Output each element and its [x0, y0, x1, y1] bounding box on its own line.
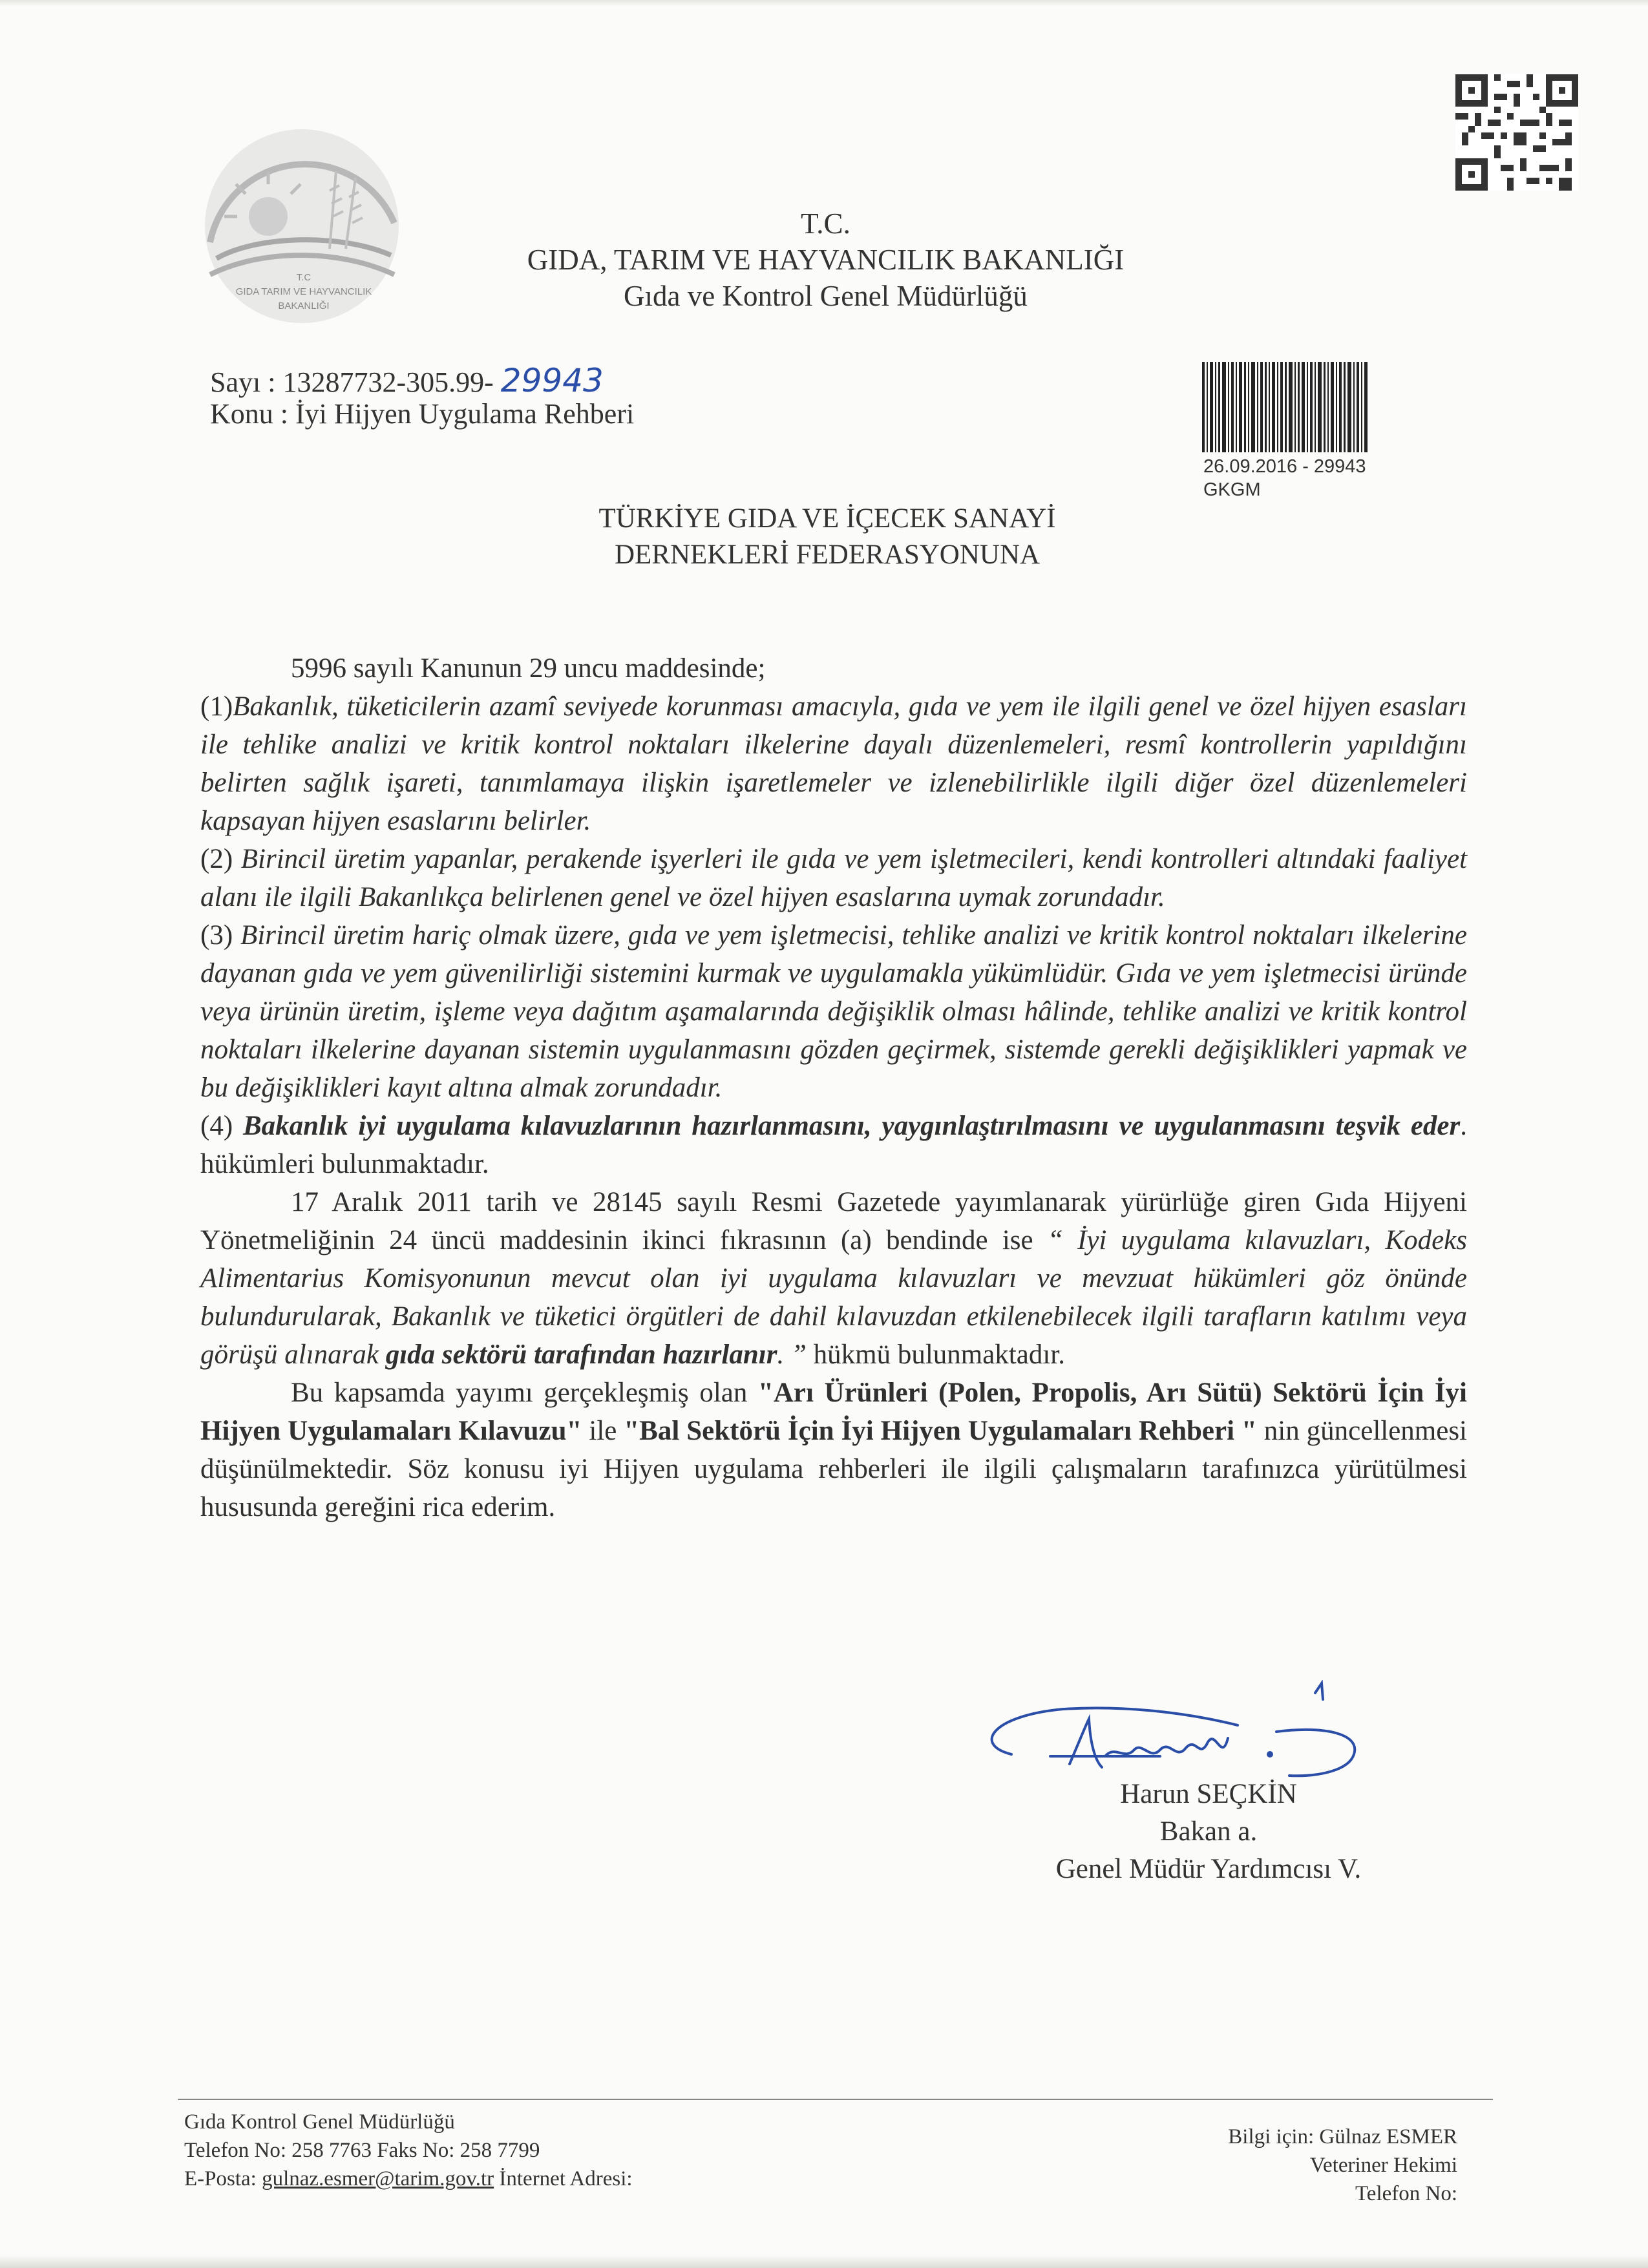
footer-info-contact: Bilgi için: Gülnaz ESMER	[1228, 2125, 1457, 2148]
footer-email-row	[184, 2165, 633, 2193]
logo-text-tc: T.C	[296, 272, 312, 283]
request-closing: nin güncellenmesi düşünülmektedir. Söz konusu iyi Hijyen uygulama rehberleri ile ilgili çalışmaların tarafınızca yürütülmesi hususunda gereğini rica ederim.	[200, 1416, 1468, 1522]
item-3-number: (3)	[200, 920, 233, 950]
sayi-handwritten-number: 29943	[500, 362, 604, 399]
item-4-number: (4)	[200, 1111, 233, 1141]
footer-info	[1228, 2123, 1457, 2208]
footer-web-label: İnternet Adresi:	[494, 2167, 633, 2190]
sayi-value: : 13287732-305.99-	[268, 366, 494, 398]
sayi-label: Sayı	[210, 366, 261, 398]
article-item-3	[200, 916, 1467, 1107]
konu-row	[210, 397, 634, 430]
regulation-quote-end: . ”	[777, 1339, 807, 1370]
guide-title-bee-products: "Arı Ürünleri (Polen, Propolis, Arı Sütü) Sektörü İçin İyi Hijyen Uygulamaları Kılavuzu"	[200, 1378, 1467, 1446]
regulation-quote-bold: gıda sektörü tarafından hazırlanır	[385, 1339, 777, 1370]
request-intro: Bu kapsamda yayımı gerçekleşmiş olan	[291, 1378, 758, 1408]
item-4-tail: . hükümleri bulunmaktadır.	[200, 1111, 1467, 1179]
article-item-4	[200, 1107, 1467, 1183]
addressee-line1: TÜRKİYE GIDA VE İÇECEK SANAYİ	[598, 503, 1056, 534]
article-item-1	[200, 688, 1467, 840]
sayi-row	[210, 362, 604, 399]
barcode-date-number: 26.09.2016 - 29943	[1203, 456, 1366, 477]
signatory-name: Harun SEÇKİN	[1120, 1779, 1297, 1809]
item-2-number: (2)	[200, 844, 233, 874]
footer-email-label: E-Posta:	[184, 2167, 262, 2190]
regulation-paragraph	[200, 1183, 1467, 1374]
letter-body	[200, 649, 1467, 1526]
intro-paragraph: 5996 sayılı Kanunun 29 uncu maddesinde;	[291, 653, 766, 684]
header-ministry: GIDA, TARIM VE HAYVANCILIK BAKANLIĞI	[527, 244, 1125, 276]
footer-info-title: Veteriner Hekimi	[1309, 2154, 1457, 2177]
scan-edge-top	[0, 0, 1648, 6]
signatory-role-1: Bakan a.	[1159, 1816, 1258, 1847]
addressee-line2: DERNEKLERİ FEDERASYONUNA	[614, 540, 1041, 570]
logo-text-ministry: GIDA TARIM VE HAYVANCILIK	[235, 286, 372, 297]
item-4-bold-text: Bakanlık iyi uygulama kılavuzlarının hazırlanmasını, yaygınlaştırılmasını ve uygulanmasını teşvik eder	[243, 1111, 1461, 1141]
article-item-2	[200, 840, 1467, 916]
regulation-intro: 17 Aralık 2011 tarih ve 28145 sayılı Resmi Gazetede yayımlanarak yürürlüğe giren Gıda Hijyeni Yönetmeliğinin 24 üncü maddesinin ikinci fıkrasının (a) bendinde ise	[200, 1187, 1467, 1255]
regulation-tail: hükmü bulunmaktadır.	[806, 1339, 1065, 1370]
qr-code	[1455, 74, 1578, 191]
barcode-code: GKGM	[1203, 479, 1261, 500]
request-paragraph	[200, 1374, 1467, 1526]
logo-text-bakanligi: BAKANLIĞI	[278, 300, 330, 311]
footer-email-link[interactable]: gulnaz.esmer@tarim.gov.tr	[262, 2167, 494, 2190]
item-2-text: Birincil üretim yapanlar, perakende işyerleri ile gıda ve yem işletmecileri, kendi kontrolleri altındaki faaliyet alanı ile ilgili Bakanlıkça belirlenen genel ve özel hijyen esaslarına uymak zorundadır.	[200, 844, 1468, 912]
header-directorate: Gıda ve Kontrol Genel Müdürlüğü	[624, 280, 1028, 312]
konu-value: : İyi Hijyen Uygulama Rehberi	[280, 398, 635, 430]
regulation-quote: “ İyi uygulama kılavuzları, Kodeks Alimentarius Komisyonunun mevcut olan iyi uygulama kılavuzları ve mevzuat hükümleri göz önünde bulundurularak, Bakanlık ve tüketici örgütleri de dahil kılavuzdan etkilenebilecek ilgili tarafların katılımı veya görüşü alınarak	[200, 1225, 1467, 1370]
footer-phone: Telefon No: 258 7763 Faks No: 258 7799	[184, 2139, 540, 2162]
scan-edge-bottom	[0, 2255, 1648, 2268]
item-3-text: Birincil üretim hariç olmak üzere, gıda ve yem işletmecisi, tehlike analizi ve kritik kontrol noktaları ilkelerine dayanan gıda ve yem güvenilirliği sistemini kurmak ve uygulamakla yükümlüdür. Gıda ve yem işletmecisi üründe veya ürünün üretim, işleme veya dağıtım aşamalarında değişiklik olması hâlinde, tehlike analizi ve kritik kontrol noktaları ilkelerine dayanan sistemin uygulanmasını gözden geçirmek, sistemde gerekli değişiklikleri yapmak ve bu değişiklikleri kayıt altına almak zorundadır.	[200, 920, 1467, 1103]
item-1-number: (1)	[200, 691, 233, 722]
footer-contact	[184, 2108, 633, 2193]
footer-divider	[178, 2099, 1493, 2100]
barcode	[1202, 362, 1370, 452]
footer-org: Gıda Kontrol Genel Müdürlüğü	[184, 2110, 455, 2134]
konu-label: Konu	[210, 398, 273, 430]
request-connector: ile	[582, 1416, 624, 1446]
guide-title-honey: "Bal Sektörü İçin İyi Hijyen Uygulamaları Rehberi "	[624, 1416, 1257, 1446]
signatory-role-2: Genel Müdür Yardımcısı V.	[1055, 1854, 1362, 1884]
header-tc: T.C.	[801, 207, 850, 240]
item-1-text: Bakanlık, tüketicilerin azamî seviyede korunması amacıyla, gıda ve yem ile ilgili genel ve özel hijyen esasları ile tehlike analizi ve kritik kontrol noktaları ilkelerine dayalı düzenlemeleri, resmî kontrollerin yapıldığını belirten sağlık işareti, tanımlamaya ilişkin işaretlemeler ve izlenebilirlikle ilgili diğer özel düzenlemeleri kapsayan hijyen esaslarını belirler.	[200, 691, 1467, 836]
footer-info-tel: Telefon No:	[1355, 2182, 1457, 2205]
